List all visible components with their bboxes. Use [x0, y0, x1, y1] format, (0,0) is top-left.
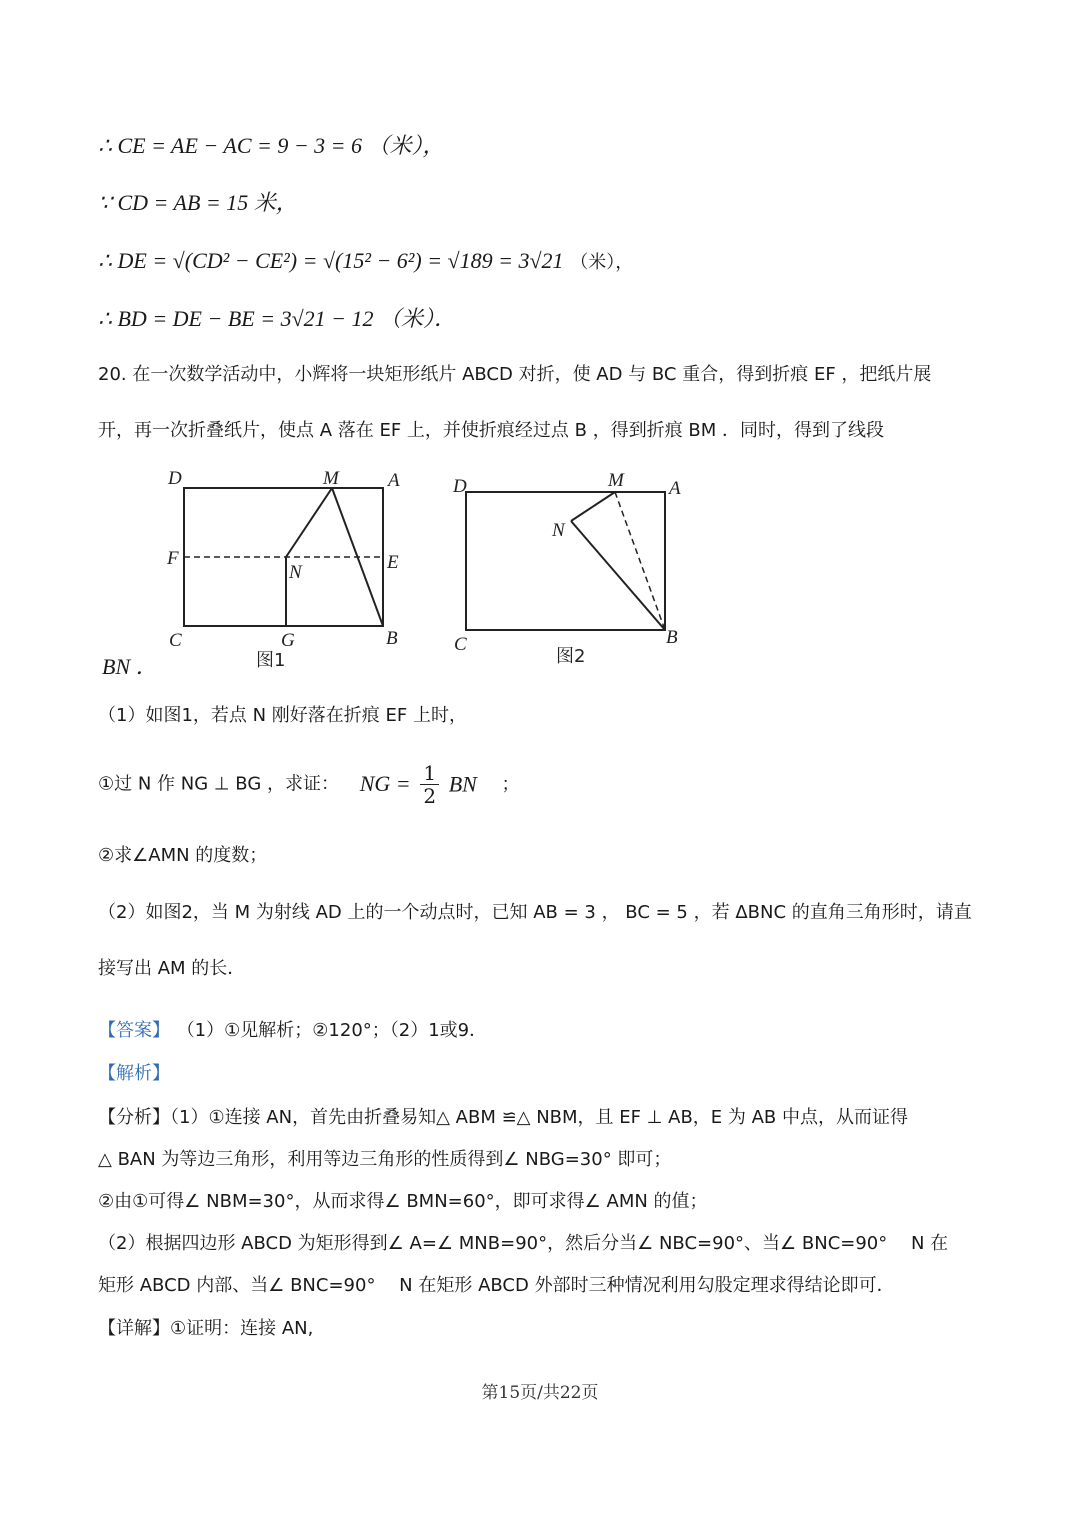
- part-2-line2: 接写出 AM 的长．: [98, 958, 246, 979]
- line-ce: ∴ CE = AE − AC = 9 − 3 = 6 （米），: [98, 133, 445, 158]
- fig2-label-b: B: [666, 627, 678, 648]
- figure-2-rect: [466, 492, 665, 630]
- fig1-label-e: E: [387, 552, 399, 573]
- line-de-unit: （米），: [570, 252, 634, 273]
- figure-2-caption: 图2: [556, 646, 586, 667]
- analysis-line-3: ②由①可得∠ NBM=30°，从而求得∠ BMN=60°，即可求得∠ AMN 的值；: [98, 1191, 708, 1212]
- part-1-b: ②求∠AMN 的度数；: [98, 845, 268, 866]
- fraction-numerator: 1: [420, 762, 439, 785]
- fig1-label-m: M: [323, 468, 339, 489]
- analysis-line-2: △ BAN 为等边三角形，利用等边三角形的性质得到∠ NBG=30° 即可；: [98, 1149, 672, 1170]
- fraction-half: [420, 762, 439, 807]
- question-20-line2: 开，再一次折叠纸片，使点 A 落在 EF 上，并使折痕经过点 B ，得到折痕 BM ．同时，得到了线段: [98, 420, 885, 441]
- figure-1: [160, 462, 420, 672]
- part-2-line1: （2）如图2，当 M 为射线 AD 上的一个动点时，已知 AB = 3 ， BC = 5 ，若 ΔBNC 的直角三角形时，请直: [98, 902, 972, 923]
- part-1-a: [98, 762, 520, 807]
- segment-bn-text: BN ．: [102, 654, 158, 679]
- fig1-label-b: B: [386, 628, 398, 649]
- fig1-label-f: F: [167, 548, 179, 569]
- line-de: [98, 248, 633, 274]
- fig2-segment-mb: [615, 492, 665, 630]
- segment-mn: [286, 488, 332, 557]
- answer-line: [98, 1017, 487, 1042]
- analysis-line-1: 【分析】（1）①连接 AN，首先由折叠易知△ ABM ≌△ NBM，且 EF ⊥ AB，E 为 AB 中点，从而证得: [98, 1107, 908, 1128]
- fig1-label-d: D: [168, 468, 182, 489]
- figure-2: [445, 466, 695, 676]
- fig1-label-n: N: [289, 562, 302, 583]
- fig2-label-n: N: [552, 520, 565, 541]
- part-1-a-bn: BN: [448, 771, 477, 797]
- part-1-a-end: ；: [501, 773, 520, 795]
- analysis-line-5: 矩形 ABCD 内部、当∠ BNC=90° N 在矩形 ABCD 外部时三种情况利用勾股定理求得结论即可．: [98, 1275, 895, 1296]
- line-de-math: ∴ DE = √(CD² − CE²) = √(15² − 6²) = √189 = 3√21: [98, 248, 564, 273]
- fig1-label-c: C: [169, 630, 182, 651]
- fig2-segment-mn: [571, 492, 615, 521]
- fraction-denominator: 2: [423, 784, 437, 808]
- page-footer: 第15页/共22页: [481, 1383, 599, 1403]
- answer-label: 【答案】: [98, 1020, 170, 1041]
- fig2-label-d: D: [453, 476, 467, 497]
- analysis-label: 【解析】: [98, 1063, 170, 1084]
- fig2-label-c: C: [454, 634, 467, 655]
- part-1-a-text: ①过 N 作 NG ⊥ BG ，求证：: [98, 773, 340, 795]
- figure-1-caption: 图1: [256, 650, 286, 671]
- fig2-label-m: M: [608, 470, 624, 491]
- part-1: （1）如图1，若点 N 刚好落在折痕 EF 上时，: [98, 705, 467, 726]
- fig2-label-a: A: [669, 478, 681, 499]
- analysis-line-4: （2）根据四边形 ABCD 为矩形得到∠ A=∠ MNB=90°，然后分当∠ NBC=90°、当∠ BNC=90° N 在: [98, 1233, 949, 1254]
- fig1-label-g: G: [281, 630, 295, 651]
- part-1-a-math: NG =: [359, 771, 411, 797]
- line-cd: ∵ CD = AB = 15 米，: [98, 190, 298, 215]
- question-20-line1: 20. 在一次数学活动中，小辉将一块矩形纸片 ABCD 对折，使 AD 与 BC 重合，得到折痕 EF ，把纸片展: [98, 364, 932, 385]
- fig1-label-a: A: [388, 470, 400, 491]
- detail-line: 【详解】①证明：连接 AN,: [98, 1318, 314, 1339]
- line-bd: ∴ BD = DE − BE = 3√21 − 12 （米）．: [98, 306, 456, 331]
- fig2-segment-nb: [571, 521, 665, 630]
- figure-1-rect: [184, 488, 383, 626]
- answer-text: （1）①见解析；②120°；（2）1或9．: [176, 1020, 488, 1041]
